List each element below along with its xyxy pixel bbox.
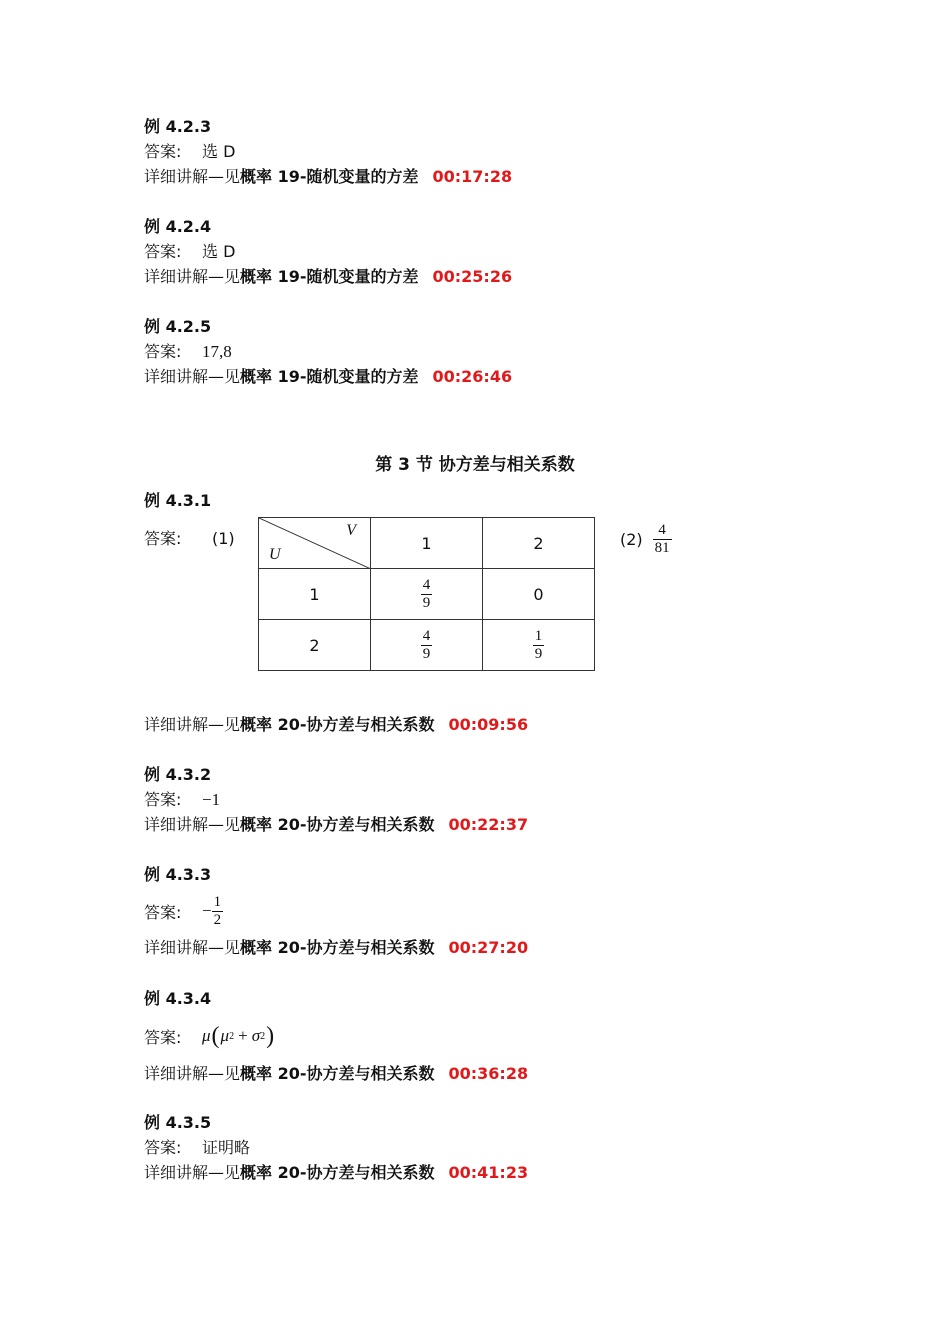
detail-line [144, 812, 528, 837]
example-title: 例 4.2.3 [144, 117, 212, 136]
answer-label: 答案: [144, 790, 182, 809]
example-title: 例 4.3.2 [144, 765, 212, 784]
detail-line [144, 164, 512, 189]
fraction [421, 577, 433, 612]
fraction [212, 894, 224, 929]
example-title: 例 4.2.4 [144, 217, 212, 236]
part-1-label: (1) [212, 529, 235, 548]
example-4-3-4 [144, 986, 528, 1086]
detail-prefix: 详细讲解—见 [144, 1163, 241, 1182]
formula-mu: μ [202, 1026, 211, 1045]
detail-course: 概率 20-协方差与相关系数 [240, 1163, 435, 1182]
section-title: 第 3 节 协方差与相关系数 [375, 455, 575, 475]
table-cell: 0 [483, 569, 595, 620]
answer-label: 答案: [144, 242, 182, 261]
detail-course: 概率 20-协方差与相关系数 [240, 938, 435, 957]
example-4-2-4 [144, 214, 512, 289]
answer-value: 选 D [202, 242, 236, 261]
detail-prefix: 详细讲解—见 [144, 367, 241, 386]
example-4-2-3 [144, 114, 512, 189]
answer-label: 答案: [144, 142, 182, 161]
detail-prefix: 详细讲解—见 [144, 715, 241, 734]
detail-course: 概率 19-随机变量的方差 [240, 367, 419, 386]
answer-value: 17,8 [202, 342, 232, 361]
answer-label: 答案: [144, 342, 182, 361]
formula-plus: + [238, 1026, 248, 1045]
detail-course: 概率 20-协方差与相关系数 [240, 715, 435, 734]
video-timestamp: 00:09:56 [448, 715, 529, 734]
numerator: 1 [534, 627, 543, 644]
video-timestamp: 00:26:46 [432, 367, 513, 386]
detail-prefix: 详细讲解—见 [144, 167, 241, 186]
video-timestamp: 00:17:28 [432, 167, 513, 186]
example-4-3-2 [144, 762, 528, 837]
denominator: 81 [654, 539, 670, 556]
example-4-3-1-title-wrap [144, 488, 211, 513]
answer-line [144, 1011, 528, 1061]
denominator: 9 [422, 645, 431, 662]
denominator: 9 [534, 645, 543, 662]
denominator: 9 [422, 594, 431, 611]
fraction [533, 628, 545, 663]
answer-line [144, 139, 512, 164]
formula-exp: 2 [260, 1030, 266, 1042]
example-title: 例 4.3.4 [144, 989, 212, 1008]
example-title: 例 4.3.3 [144, 865, 212, 884]
detail-course: 概率 20-协方差与相关系数 [240, 815, 435, 834]
detail-course: 概率 19-随机变量的方差 [240, 267, 419, 286]
denominator: 2 [213, 911, 222, 928]
table-row [259, 620, 595, 671]
corner-u-label: U [269, 546, 281, 563]
example-title: 例 4.3.1 [144, 491, 212, 510]
numerator: 4 [658, 521, 666, 538]
detail-line [144, 935, 528, 960]
answer-label-4-3-1 [144, 526, 202, 549]
answer-value: 证明略 [202, 1138, 251, 1157]
answer-line [144, 339, 512, 364]
part-2-label: (2) [620, 529, 643, 549]
numerator: 4 [422, 576, 431, 593]
row-header: 1 [259, 569, 371, 620]
joint-distribution-table [258, 517, 595, 671]
video-timestamp: 00:36:28 [448, 1064, 529, 1083]
answer-line [144, 1135, 528, 1160]
detail-prefix: 详细讲解—见 [144, 938, 241, 957]
table-row [259, 518, 595, 569]
detail-line [144, 1061, 528, 1086]
numerator: 1 [213, 893, 222, 910]
answer-label: 答案: [144, 1027, 182, 1047]
detail-line [144, 264, 512, 289]
detail-line [144, 364, 512, 389]
video-timestamp: 00:22:37 [448, 815, 529, 834]
formula-sigma: σ [251, 1026, 261, 1045]
detail-line [144, 712, 528, 737]
table-cell [483, 620, 595, 671]
row-header: 2 [259, 620, 371, 671]
numerator: 4 [422, 627, 431, 644]
part-2-answer [620, 516, 672, 562]
video-timestamp: 00:41:23 [448, 1163, 529, 1182]
formula-rparen: ) [266, 1022, 275, 1049]
corner-v-label: V [346, 522, 356, 539]
example-4-2-5 [144, 314, 512, 389]
detail-line [144, 1160, 528, 1185]
detail-course: 概率 20-协方差与相关系数 [240, 1064, 435, 1083]
answer-line [144, 239, 512, 264]
answer-label: 答案: [144, 1138, 182, 1157]
table-row [259, 569, 595, 620]
minus-sign: − [202, 901, 212, 920]
example-title: 例 4.2.5 [144, 317, 212, 336]
answer-label: 答案: [144, 529, 182, 548]
table-cell [371, 620, 483, 671]
answer-value: 选 D [202, 142, 236, 161]
answer-label: 答案: [144, 902, 182, 922]
table-cell [371, 569, 483, 620]
detail-prefix: 详细讲解—见 [144, 267, 241, 286]
formula-lparen: ( [211, 1022, 220, 1049]
col-header: 2 [483, 518, 595, 569]
detail-line-4-3-1 [144, 712, 528, 737]
fraction [653, 522, 672, 557]
example-4-3-5 [144, 1110, 528, 1185]
fraction [421, 628, 433, 663]
detail-prefix: 详细讲解—见 [144, 815, 241, 834]
detail-prefix: 详细讲解—见 [144, 1064, 241, 1083]
example-title: 例 4.3.5 [144, 1113, 212, 1132]
answer-line [144, 887, 528, 935]
example-4-3-3 [144, 862, 528, 960]
answer-line [144, 787, 528, 812]
video-timestamp: 00:27:20 [448, 938, 529, 957]
detail-course: 概率 19-随机变量的方差 [240, 167, 419, 186]
answer-value: −1 [202, 790, 221, 809]
formula-mu2: μ [220, 1026, 230, 1045]
video-timestamp: 00:25:26 [432, 267, 513, 286]
table-corner-cell [259, 518, 371, 569]
formula-exp: 2 [229, 1030, 235, 1042]
col-header: 1 [371, 518, 483, 569]
